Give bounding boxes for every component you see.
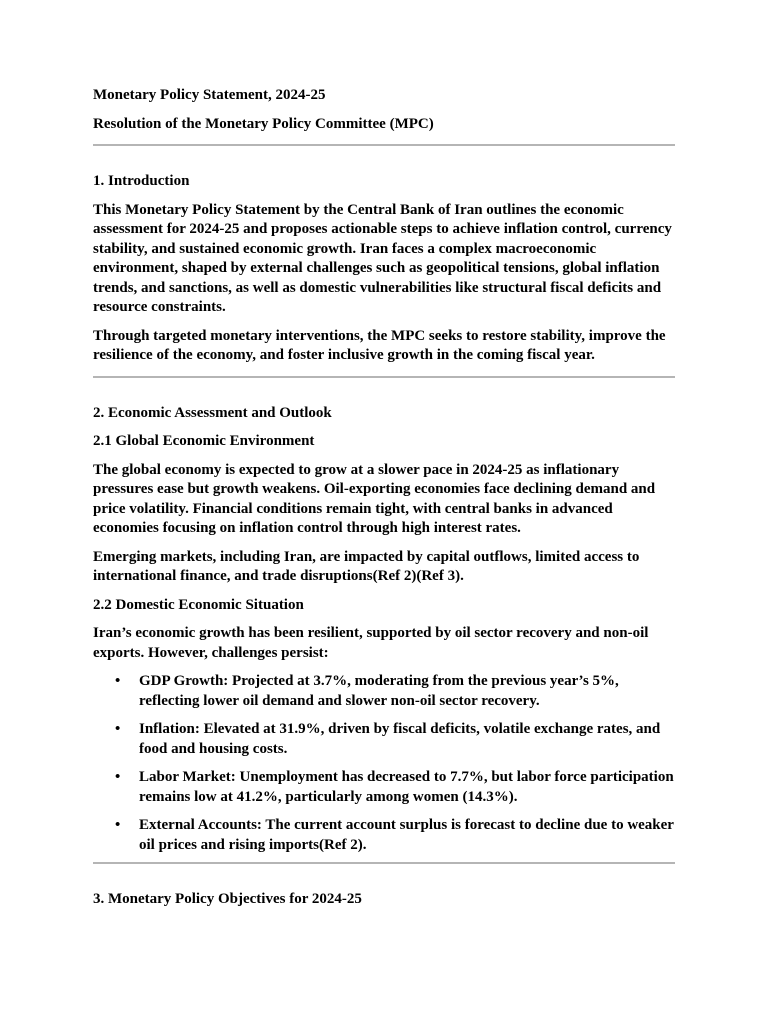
subsection-heading: 2.1 Global Economic Environment — [93, 433, 315, 449]
section-heading: 1. Introduction — [93, 173, 190, 189]
section-divider — [93, 376, 675, 378]
bullet-icon: • — [115, 673, 121, 689]
subsection-heading: 2.2 Domestic Economic Situation — [93, 596, 304, 613]
section-heading: 2. Economic Assessment and Outlook — [93, 404, 332, 421]
section-introduction — [93, 172, 675, 366]
paragraph: The global economy is expected to grow at a slower pace in 2024-25 as inflationary pressures ease but growth weakens. Oil-exporting economies face declining demand and price volatility. Financial conditions remain tight, with central banks in advanced economies focusing on inflation control through high interest rates. — [93, 461, 656, 536]
list-item — [93, 720, 675, 759]
section-assessment — [93, 404, 675, 856]
bullet-icon: • — [115, 817, 121, 833]
document-subtitle: Resolution of the Monetary Policy Committee (MPC) — [93, 115, 434, 132]
list-item-text: GDP Growth: Projected at 3.7%, moderating from the previous year’s 5%, reflecting lower oil demand and slower non-oil sector recovery. — [139, 673, 619, 709]
paragraph: Iran’s economic growth has been resilient, supported by oil sector recovery and non-oil exports. However, challenges persist: — [93, 625, 649, 661]
list-item-text: Inflation: Elevated at 31.9%, driven by fiscal deficits, volatile exchange rates, and food and housing costs. — [139, 721, 661, 757]
list-item — [93, 816, 675, 855]
bullet-icon: • — [115, 721, 121, 737]
paragraph: This Monetary Policy Statement by the Central Bank of Iran outlines the economic assessment for 2024-25 and proposes actionable steps to achieve inflation control, currency stability, and sustained economic growth. Iran faces a complex macroeconomic environment, shaped by external challenges such as geopolitical tensions, global inflation trends, and sanctions, as well as domestic vulnerabilities like structural fiscal deficits and resource constraints. — [93, 201, 672, 315]
paragraph: Emerging markets, including Iran, are impacted by capital outflows, limited access to international finance, and trade disruptions(Ref 2)(Ref 3). — [93, 548, 640, 584]
list-item-text: External Accounts: The current account surplus is forecast to decline due to weaker oil prices and rising imports(Ref 2). — [139, 817, 674, 853]
section-heading: 3. Monetary Policy Objectives for 2024-25 — [93, 891, 362, 907]
list-item — [93, 768, 675, 807]
section-objectives — [93, 890, 675, 910]
document-page — [93, 86, 675, 919]
bullet-icon: • — [115, 769, 121, 785]
section-divider — [93, 862, 675, 864]
list-item-text: Labor Market: Unemployment has decreased to 7.7%, but labor force participation remains low at 41.2%, particularly among women (14.3%). — [139, 769, 674, 805]
bullet-list — [93, 672, 675, 855]
paragraph: Through targeted monetary interventions, the MPC seeks to restore stability, improve the resilience of the economy, and foster inclusive growth in the coming fiscal year. — [93, 327, 666, 363]
section-divider — [93, 144, 675, 146]
document-title: Monetary Policy Statement, 2024-25 — [93, 87, 326, 103]
list-item — [93, 672, 675, 711]
